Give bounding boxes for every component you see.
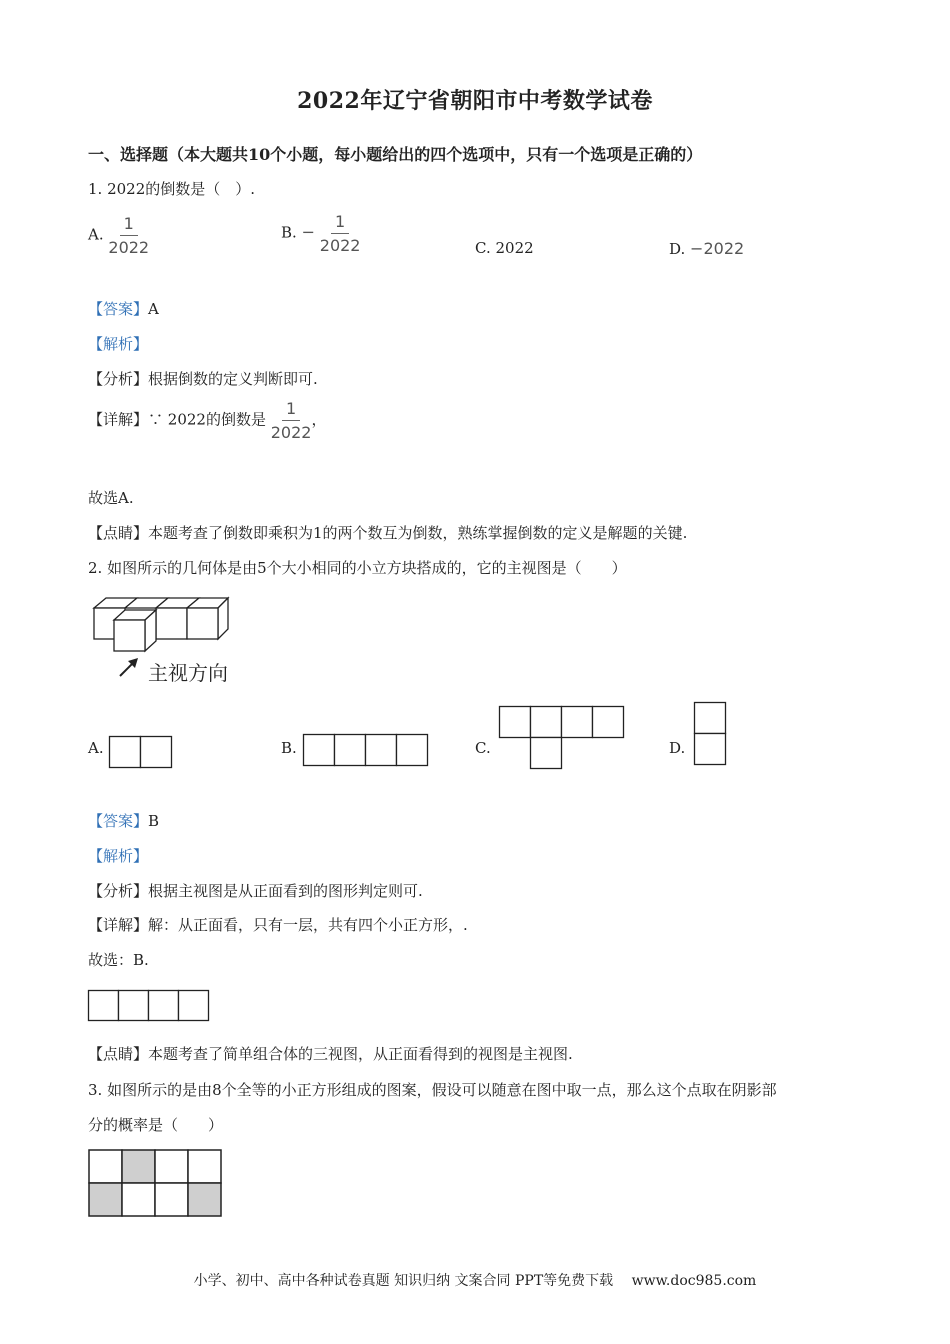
- q1-fenxi: [88, 368, 318, 389]
- q1-option-b-fraction: [320, 212, 361, 255]
- fenxi-text: 根据倒数的定义判断即可.: [148, 370, 318, 388]
- q1-option-b-label: B.: [281, 223, 297, 242]
- detail-text: ∵ 2022的倒数是: [148, 410, 266, 429]
- q1-option-d[interactable]: [669, 239, 744, 258]
- comment-tag: 【点睛】: [88, 524, 149, 542]
- q2-option-b-label[interactable]: B.: [281, 739, 297, 757]
- q2-option-a-figure[interactable]: [109, 736, 174, 770]
- detail-tag: 【详解】: [88, 916, 149, 934]
- q1-option-a[interactable]: [88, 214, 149, 257]
- q2-choose: 故选：B.: [88, 951, 149, 969]
- q2-solution-figure: [88, 990, 210, 1022]
- q2-option-c-figure[interactable]: [499, 706, 625, 770]
- answer-value: B: [148, 812, 160, 830]
- q3-grid-figure: [88, 1149, 224, 1219]
- q2-option-d-figure[interactable]: [694, 702, 728, 766]
- q2-option-b-figure[interactable]: [303, 734, 429, 768]
- fenxi-tag: 【分析】: [88, 882, 149, 900]
- q1-analysis-tag: 【解析】: [88, 335, 149, 353]
- fenxi-text: 根据主视图是从正面看到的图形判定则可.: [148, 882, 423, 900]
- q1-option-c[interactable]: C. 2022: [475, 239, 534, 257]
- q1-option-a-label: A.: [88, 225, 104, 244]
- comment-text: 本题考查了倒数即乘积为1的两个数互为倒数，熟练掌握倒数的定义是解题的关键.: [148, 524, 688, 542]
- q2-comment: [88, 1043, 573, 1064]
- q2-detail: [88, 914, 468, 935]
- detail-text: 解：从正面看，只有一层，共有四个小正方形，.: [148, 916, 468, 934]
- detail-punct: ，: [311, 410, 327, 429]
- page-footer: 小学、初中、高中各种试卷真题 知识归纳 文案合同 PPT等免费下载 www.doc985.com: [193, 1273, 757, 1289]
- q3-stem-line2: 分的概率是（ ）: [88, 1116, 224, 1134]
- q1-option-a-fraction: [108, 214, 149, 257]
- comment-text: 本题考查了简单组合体的三视图，从正面看得到的视图是主视图.: [148, 1045, 573, 1063]
- fraction-numerator: 1: [331, 212, 349, 234]
- q1-comment: [88, 522, 687, 543]
- q1-detail: [88, 399, 326, 442]
- fraction-numerator: 1: [120, 214, 138, 236]
- fenxi-tag: 【分析】: [88, 370, 149, 388]
- q2-figure-caption: 主视方向: [148, 661, 228, 685]
- q2-answer: [88, 810, 159, 831]
- q1-option-d-label: D.: [669, 240, 686, 258]
- q1-option-b[interactable]: [281, 212, 360, 255]
- section-heading: 一、选择题（本大题共10个小题，每小题给出的四个选项中，只有一个选项是正确的）: [88, 145, 703, 164]
- q1-choose: 故选A.: [88, 489, 134, 507]
- q1-answer: [88, 298, 159, 319]
- page-title: 2022年辽宁省朝阳市中考数学试卷: [297, 88, 653, 114]
- q1-option-d-value: −2022: [690, 239, 745, 258]
- fraction-denominator: 2022: [270, 423, 312, 442]
- q3-stem-line1: 3. 如图所示的是由8个全等的小正方形组成的图案，假设可以随意在图中取一点，那么这个点取在阴影部: [88, 1081, 777, 1099]
- q2-option-c-label[interactable]: C.: [475, 739, 491, 757]
- detail-tag: 【详解】: [88, 410, 149, 429]
- view-direction-arrow-icon: [118, 656, 140, 678]
- q2-fenxi: [88, 880, 423, 901]
- minus-sign: −: [301, 222, 315, 242]
- fraction-denominator: 2022: [319, 236, 361, 255]
- q1-stem: 1. 2022的倒数是（ ）.: [88, 180, 256, 198]
- q2-analysis-tag: 【解析】: [88, 847, 149, 865]
- fraction-denominator: 2022: [108, 238, 150, 257]
- answer-tag: 【答案】: [88, 812, 149, 830]
- answer-value: A: [148, 300, 159, 318]
- answer-tag: 【答案】: [88, 300, 149, 318]
- fraction-numerator: 1: [282, 399, 300, 421]
- q1-detail-fraction: [271, 399, 312, 442]
- q2-option-d-label[interactable]: D.: [669, 739, 686, 757]
- q2-option-a-label[interactable]: A.: [88, 739, 104, 757]
- comment-tag: 【点睛】: [88, 1045, 149, 1063]
- q2-stem: 2. 如图所示的几何体是由5个大小相同的小立方块搭成的，它的主视图是（ ）: [88, 559, 627, 577]
